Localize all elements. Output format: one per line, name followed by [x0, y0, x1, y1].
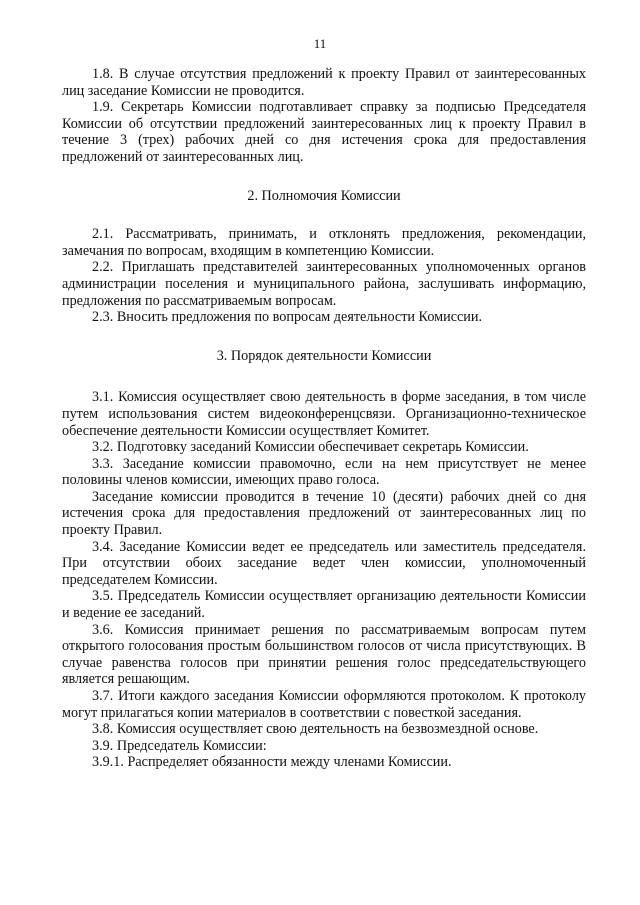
paragraph-1-9: 1.9. Секретарь Комиссии подготавливает справку за подписью Председателя Комиссии об отсутствии предложений заинтересованных лиц к проекту Правил в течение 3 (трех) рабочих дней со дня истечения срока для предоставления предложений от заинтересованных лиц. [62, 99, 586, 165]
document-body [62, 66, 586, 771]
section-3 [62, 389, 586, 771]
paragraph-2-3: 2.3. Вносить предложения по вопросам деятельности Комиссии. [92, 309, 483, 326]
paragraph-2-2: 2.2. Приглашать представителей заинтересованных уполномоченных органов администрации поселения и муниципального района, заслушивать информацию, предложения по рассматриваемым вопросам. [62, 259, 586, 309]
paragraph-3-3: 3.3. Заседание комиссии правомочно, если на нем присутствует не менее половины членов комиссии, имеющих право голоса. [62, 455, 586, 489]
section-2-title: 2. Полномочия Комиссии [247, 187, 401, 204]
section-1 [62, 66, 586, 166]
section-3-title: 3. Порядок деятельности Комиссии [216, 347, 432, 364]
page-number: 11 [313, 36, 327, 51]
paragraph-2-1: 2.1. Рассматривать, принимать, и отклонять предложения, рекомендации, замечания по вопросам, входящим в компетенцию Комиссии. [62, 226, 586, 259]
paragraph-3-9: 3.9. Председатель Комиссии: [92, 737, 267, 754]
paragraph-3-8: 3.8. Комиссия осуществляет свою деятельность на безвозмездной основе. [92, 721, 539, 738]
paragraph-3-3-continued: Заседание комиссии проводится в течение 10 (десяти) рабочих дней со дня истечения срока для предоставления предложений от заинтересованных лиц по проекту Правил. [62, 488, 586, 539]
paragraph-1-8: 1.8. В случае отсутствия предложений к проекту Правил от заинтересованных лиц заседание Комиссии не проводится. [62, 66, 586, 99]
paragraph-3-5: 3.5. Председатель Комиссии осуществляет организацию деятельности Комиссии и ведение ее заседаний. [62, 588, 586, 622]
paragraph-3-6: 3.6. Комиссия принимает решения по рассматриваемым вопросам путем открытого голосования простым большинством голосов от числа присутствующих. В случае равенства голосов при принятии решения голос председательствующего является решающим. [62, 621, 586, 688]
paragraph-3-7: 3.7. Итоги каждого заседания Комиссии оформляются протоколом. К протоколу могут прилагаться копии материалов в соответствии с повесткой заседания. [62, 688, 586, 721]
paragraph-3-4: 3.4. Заседание Комиссии ведет ее председатель или заместитель председателя. При отсутствии обоих заседание ведет член комиссии, уполномоченный председателем Комиссии. [62, 538, 586, 588]
section-2 [62, 226, 586, 326]
paragraph-3-1: 3.1. Комиссия осуществляет свою деятельность в форме заседания, в том числе путем использования систем видеоконференцсвязи. Организационно-техническое обеспечение деятельности Комиссии осуществляет Комитет. [62, 389, 586, 439]
paragraph-3-9-1: 3.9.1. Распределяет обязанности между членами Комиссии. [92, 754, 452, 771]
paragraph-3-2: 3.2. Подготовку заседаний Комиссии обеспечивает секретарь Комиссии. [92, 439, 529, 456]
